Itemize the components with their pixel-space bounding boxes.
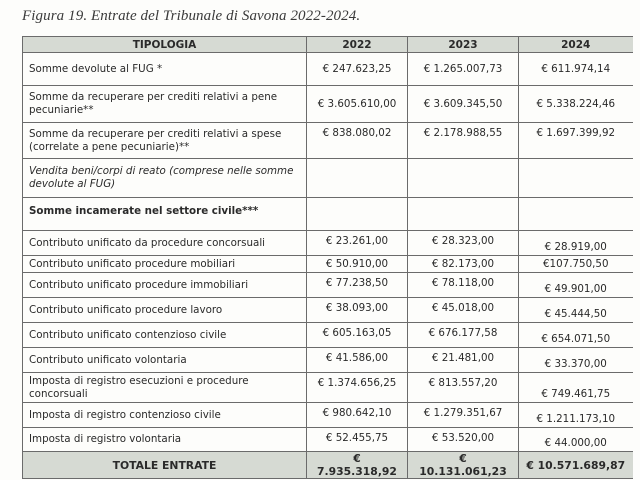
table-row	[23, 428, 633, 452]
header-row	[23, 37, 633, 53]
value-2024: € 5.338.224,46	[519, 86, 633, 123]
table-row	[23, 159, 633, 198]
value-2024: € 1.211.173,10	[519, 403, 633, 428]
header-tipologia: TIPOLOGIA	[23, 37, 307, 53]
value-2023: € 1.265.007,73	[408, 53, 519, 86]
value-2023: € 45.018,00	[408, 298, 519, 323]
value-2022: € 23.261,00	[307, 231, 408, 256]
header-2024: 2024	[519, 37, 633, 53]
value-2022: € 838.080,02	[307, 123, 408, 159]
section-label: Somme incamerate nel settore civile***	[23, 198, 307, 231]
row-label: Vendita beni/corpi di reato (comprese nelle somme devolute al FUG)	[23, 159, 307, 198]
row-label: Contributo unificato da procedure concorsuali	[23, 231, 307, 256]
value-2022: € 247.623,25	[307, 53, 408, 86]
value-2024: € 45.444,50	[519, 298, 633, 323]
table-row	[23, 348, 633, 373]
row-label: Contributo unificato contenzioso civile	[23, 323, 307, 348]
row-label: Contributo unificato procedure immobiliari	[23, 273, 307, 298]
row-label: Contributo unificato volontaria	[23, 348, 307, 373]
row-label: Somme da recuperare per crediti relativi a spese (correlate a pene pecuniarie)**	[23, 123, 307, 159]
value-2022: € 52.455,75	[307, 428, 408, 452]
value-2024: €107.750,50	[519, 256, 633, 273]
value-2023: € 1.279.351,67	[408, 403, 519, 428]
value-2022: € 1.374.656,25	[307, 373, 408, 403]
total-row	[23, 452, 633, 479]
value-2023: € 813.557,20	[408, 373, 519, 403]
row-label: Contributo unificato procedure lavoro	[23, 298, 307, 323]
table-row	[23, 53, 633, 86]
value-2023: € 53.520,00	[408, 428, 519, 452]
row-label: Somme devolute al FUG *	[23, 53, 307, 86]
table-row	[23, 86, 633, 123]
total-2023: € 10.131.061,23	[408, 452, 519, 479]
figure-caption: Figura 19. Entrate del Tribunale di Savona 2022-2024.	[22, 8, 361, 24]
value-2023: € 82.173,00	[408, 256, 519, 273]
table-row	[23, 323, 633, 348]
value-2024: € 749.461,75	[519, 373, 633, 403]
value-2022: € 41.586,00	[307, 348, 408, 373]
table-row	[23, 273, 633, 298]
value-2023: € 78.118,00	[408, 273, 519, 298]
value-2024: € 611.974,14	[519, 53, 633, 86]
table-row	[23, 403, 633, 428]
value-2022	[307, 198, 408, 231]
value-2023: € 28.323,00	[408, 231, 519, 256]
value-2022: € 605.163,05	[307, 323, 408, 348]
revenue-table	[22, 36, 633, 479]
header-2023: 2023	[408, 37, 519, 53]
table-row	[23, 298, 633, 323]
value-2022	[307, 159, 408, 198]
row-label: Contributo unificato procedure mobiliari	[23, 256, 307, 273]
row-label: Imposta di registro volontaria	[23, 428, 307, 452]
value-2023: € 676.177,58	[408, 323, 519, 348]
table-row	[23, 231, 633, 256]
value-2022: € 77.238,50	[307, 273, 408, 298]
row-label: Imposta di registro contenzioso civile	[23, 403, 307, 428]
row-label: Somme da recuperare per crediti relativi a pene pecuniarie**	[23, 86, 307, 123]
value-2022: € 50.910,00	[307, 256, 408, 273]
table-row	[23, 256, 633, 273]
value-2024: € 44.000,00	[519, 428, 633, 452]
value-2024: € 49.901,00	[519, 273, 633, 298]
value-2024	[519, 159, 633, 198]
total-2024: € 10.571.689,87	[519, 452, 633, 479]
value-2023: € 21.481,00	[408, 348, 519, 373]
value-2024	[519, 198, 633, 231]
table-row	[23, 123, 633, 159]
value-2023: € 2.178.988,55	[408, 123, 519, 159]
total-2022: € 7.935.318,92	[307, 452, 408, 479]
value-2022: € 38.093,00	[307, 298, 408, 323]
value-2024: € 654.071,50	[519, 323, 633, 348]
row-label: Imposta di registro esecuzioni e procedure concorsuali	[23, 373, 307, 403]
table-row	[23, 373, 633, 403]
value-2023	[408, 159, 519, 198]
value-2022: € 980.642,10	[307, 403, 408, 428]
section-row	[23, 198, 633, 231]
total-label: TOTALE ENTRATE	[23, 452, 307, 479]
value-2023: € 3.609.345,50	[408, 86, 519, 123]
value-2024: € 28.919,00	[519, 231, 633, 256]
value-2023	[408, 198, 519, 231]
value-2024: € 33.370,00	[519, 348, 633, 373]
value-2022: € 3.605.610,00	[307, 86, 408, 123]
header-2022: 2022	[307, 37, 408, 53]
value-2024: € 1.697.399,92	[519, 123, 633, 159]
